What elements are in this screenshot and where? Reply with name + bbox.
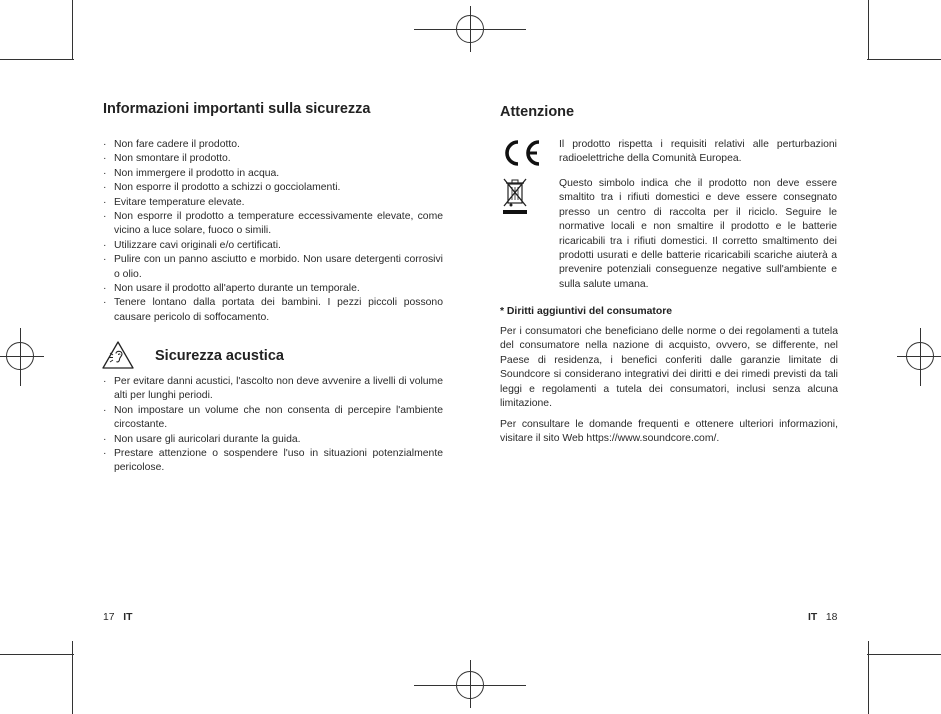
hearing-warning-icon — [101, 340, 135, 370]
page-footer-right — [808, 612, 837, 623]
crossed-bin-icon — [501, 176, 529, 216]
page-number: 18 — [825, 612, 838, 623]
list-item: · Non esporre il prodotto a temperature eccessivamente elevate, come vicino a luce solare, fuoco o simili. — [103, 210, 443, 239]
page-language: IT — [808, 612, 818, 623]
list-item: · Non smontare il prodotto. — [103, 152, 443, 166]
weee-text: Questo simbolo indica che il prodotto non deve essere smaltito tra i rifiuti domestici e deve essere consegnato presso un centro di raccolta per il riciclo. Seguire le normative locali e non smaltire il prodotto e le batterie ricaricabili tra i rifiuti domestici. Il corretto smaltimento dei prodotti usurati e delle batterie ricaricabili scariche aiuterà a prevenire potenziali conseguenze negative sull'ambiente e sulla salute umana. — [559, 178, 837, 290]
acoustic-title: Sicurezza acustica — [155, 348, 284, 364]
rights-text: Per i consumatori che beneficiano delle norme o dei regolamenti a tutela del consumatore nella nazione di acquisto, ovvero, se differente, nel Paese di residenza, i benefici conferiti dalle garanzie limitate di Soundcore si considerano integrativi dei diritti e dei rimedi previsti da tali leggi e regolamenti a tutela dei consumatori, inclusi senza alcuna limitazione. — [500, 326, 838, 410]
page-number: 17 — [103, 612, 115, 623]
list-item: · Pulire con un panno asciutto e morbido. Non usare detergenti corrosivi o olio. — [103, 253, 443, 282]
list-item: · Non esporre il prodotto a schizzi o gocciolamenti. — [103, 181, 443, 195]
faq-text: Per consultare le domande frequenti e ottenere ulteriori informazioni, visitare il sito Web https://www.soundcore.com/. — [500, 419, 838, 445]
safety-title: Informazioni importanti sulla sicurezza — [103, 101, 371, 117]
ce-text: Il prodotto rispetta i requisiti relativi alle perturbazioni radioelettriche della Comunità Europea. — [559, 139, 837, 165]
list-item: · Non usare gli auricolari durante la guida. — [103, 433, 443, 447]
list-item: · Non usare il prodotto all'aperto durante un temporale. — [103, 282, 443, 296]
list-item: · Non immergere il prodotto in acqua. — [103, 167, 443, 181]
list-item: · Evitare temperature elevate. — [103, 196, 443, 210]
list-item: · Non fare cadere il prodotto. — [103, 138, 443, 152]
list-item: · Tenere lontano dalla portata dei bambini. I pezzi piccoli possono causare pericolo di soffocamento. — [103, 296, 443, 325]
list-item: · Per evitare danni acustici, l'ascolto non deve avvenire a livelli di volume alti per lunghi periodi. — [103, 375, 443, 404]
list-item: · Prestare attenzione o sospendere l'uso in situazioni potenzialmente pericolose. — [103, 447, 443, 476]
safety-list — [103, 138, 443, 325]
page-footer-left — [103, 612, 132, 623]
attention-title: Attenzione — [500, 104, 575, 120]
acoustic-list — [103, 375, 443, 476]
page-language: IT — [123, 612, 133, 623]
ce-mark-icon — [500, 138, 542, 168]
list-item: · Non impostare un volume che non consenta di percepire l'ambiente circostante. — [103, 404, 443, 433]
list-item: · Utilizzare cavi originali e/o certificati. — [103, 239, 443, 253]
rights-title: * Diritti aggiuntivi del consumatore — [500, 306, 673, 317]
